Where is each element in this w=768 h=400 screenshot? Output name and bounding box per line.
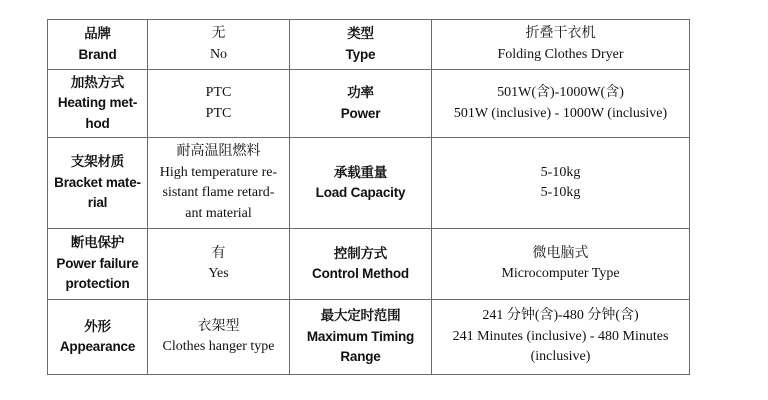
load-capacity-value-cell: [432, 138, 690, 229]
max-timing-range-value-cell: [432, 300, 690, 375]
type-value-en: Folding Clothes Dryer: [497, 46, 624, 62]
brand-label-en: Brand: [78, 46, 117, 62]
type-value-cell: [432, 20, 690, 70]
control-method-label-cell: [290, 229, 432, 300]
heating-method-label-en-line2: hod: [85, 115, 110, 131]
bracket-material-value-cell: [148, 138, 290, 229]
max-timing-range-value-zh: 241 分钟(含)-480 分钟(含): [482, 308, 639, 324]
type-label-zh: 类型: [347, 26, 374, 41]
max-timing-range-label-zh: 最大定时范围: [320, 308, 401, 324]
control-method-value-zh: 微电脑式: [532, 245, 589, 261]
type-label-cell: [290, 20, 432, 70]
appearance-value-en: Clothes hanger type: [162, 339, 275, 354]
bracket-material-label-en-line2: rial: [87, 195, 108, 211]
type-label-en: Type: [345, 46, 376, 62]
max-timing-range-label-cell: [290, 300, 432, 375]
max-timing-range-label-en-line2: Range: [340, 349, 381, 365]
spec-row-protection-control: [48, 229, 690, 300]
heating-method-value-en: PTC: [205, 105, 232, 121]
bracket-material-value-en-line2: sistant flame retard-: [162, 185, 275, 200]
control-method-label-en: Control Method: [312, 266, 409, 281]
load-capacity-value-zh: 5-10kg: [540, 164, 581, 180]
spec-table: [47, 19, 690, 375]
control-method-value-cell: [432, 229, 690, 300]
load-capacity-label-zh: 承载重量: [333, 164, 388, 180]
spec-row-heating-power: [48, 70, 690, 138]
bracket-material-value-en-line3: ant material: [185, 205, 252, 221]
power-failure-protection-label-zh: 断电保护: [70, 235, 125, 251]
spec-row-appearance-timing: [48, 300, 690, 375]
bracket-material-value-en-line1: High temperature re-: [159, 164, 278, 180]
max-timing-range-value-en-line1: 241 Minutes (inclusive) - 480 Minutes: [452, 328, 669, 344]
power-label-zh: 功率: [347, 85, 374, 100]
load-capacity-label-en: Load Capacity: [315, 185, 406, 200]
bracket-material-label-zh: 支架材质: [70, 154, 125, 170]
load-capacity-value-en: 5-10kg: [540, 185, 581, 200]
heating-method-label-zh: 加热方式: [70, 74, 125, 90]
power-failure-protection-value-en: Yes: [208, 266, 229, 281]
brand-value-cell: [148, 20, 290, 70]
control-method-label-zh: 控制方式: [333, 245, 388, 261]
load-capacity-label-cell: [290, 138, 432, 229]
power-failure-protection-label-cell: [48, 229, 148, 300]
appearance-label-en: Appearance: [59, 339, 136, 354]
heating-method-label-en-line1: Heating met-: [57, 95, 138, 111]
appearance-label-zh: 外形: [84, 318, 111, 334]
type-value-zh: 折叠干衣机: [525, 26, 596, 41]
max-timing-range-value-en-line2: (inclusive): [530, 349, 591, 365]
brand-label-zh: 品牌: [84, 26, 111, 41]
bracket-material-value-zh: 耐高温阻燃料: [176, 144, 261, 159]
max-timing-range-label-en-line1: Maximum Timing: [306, 328, 415, 344]
power-failure-protection-label-en-line1: Power failure: [56, 255, 139, 271]
brand-label-cell: [48, 20, 148, 70]
control-method-value-en: Microcomputer Type: [501, 266, 620, 281]
power-label-cell: [290, 70, 432, 138]
power-value-en: 501W (inclusive) - 1000W (inclusive): [453, 105, 668, 121]
appearance-label-cell: [48, 300, 148, 375]
spec-row-bracket-load: [48, 138, 690, 229]
power-failure-protection-value-zh: 有: [211, 245, 226, 261]
brand-value-en: No: [209, 46, 228, 62]
bracket-material-label-cell: [48, 138, 148, 229]
power-failure-protection-value-cell: [148, 229, 290, 300]
power-value-zh: 501W(含)-1000W(含): [497, 85, 624, 100]
spec-row-brand-type: [48, 20, 690, 70]
bracket-material-label-en-line1: Bracket mate-: [54, 174, 141, 190]
heating-method-label-cell: [48, 70, 148, 138]
power-label-en: Power: [340, 105, 381, 121]
heating-method-value-zh: PTC: [205, 85, 232, 100]
brand-value-zh: 无: [211, 26, 226, 41]
appearance-value-cell: [148, 300, 290, 375]
power-value-cell: [432, 70, 690, 138]
power-failure-protection-label-en-line2: protection: [65, 276, 130, 292]
appearance-value-zh: 衣架型: [197, 318, 240, 334]
heating-method-value-cell: [148, 70, 290, 138]
